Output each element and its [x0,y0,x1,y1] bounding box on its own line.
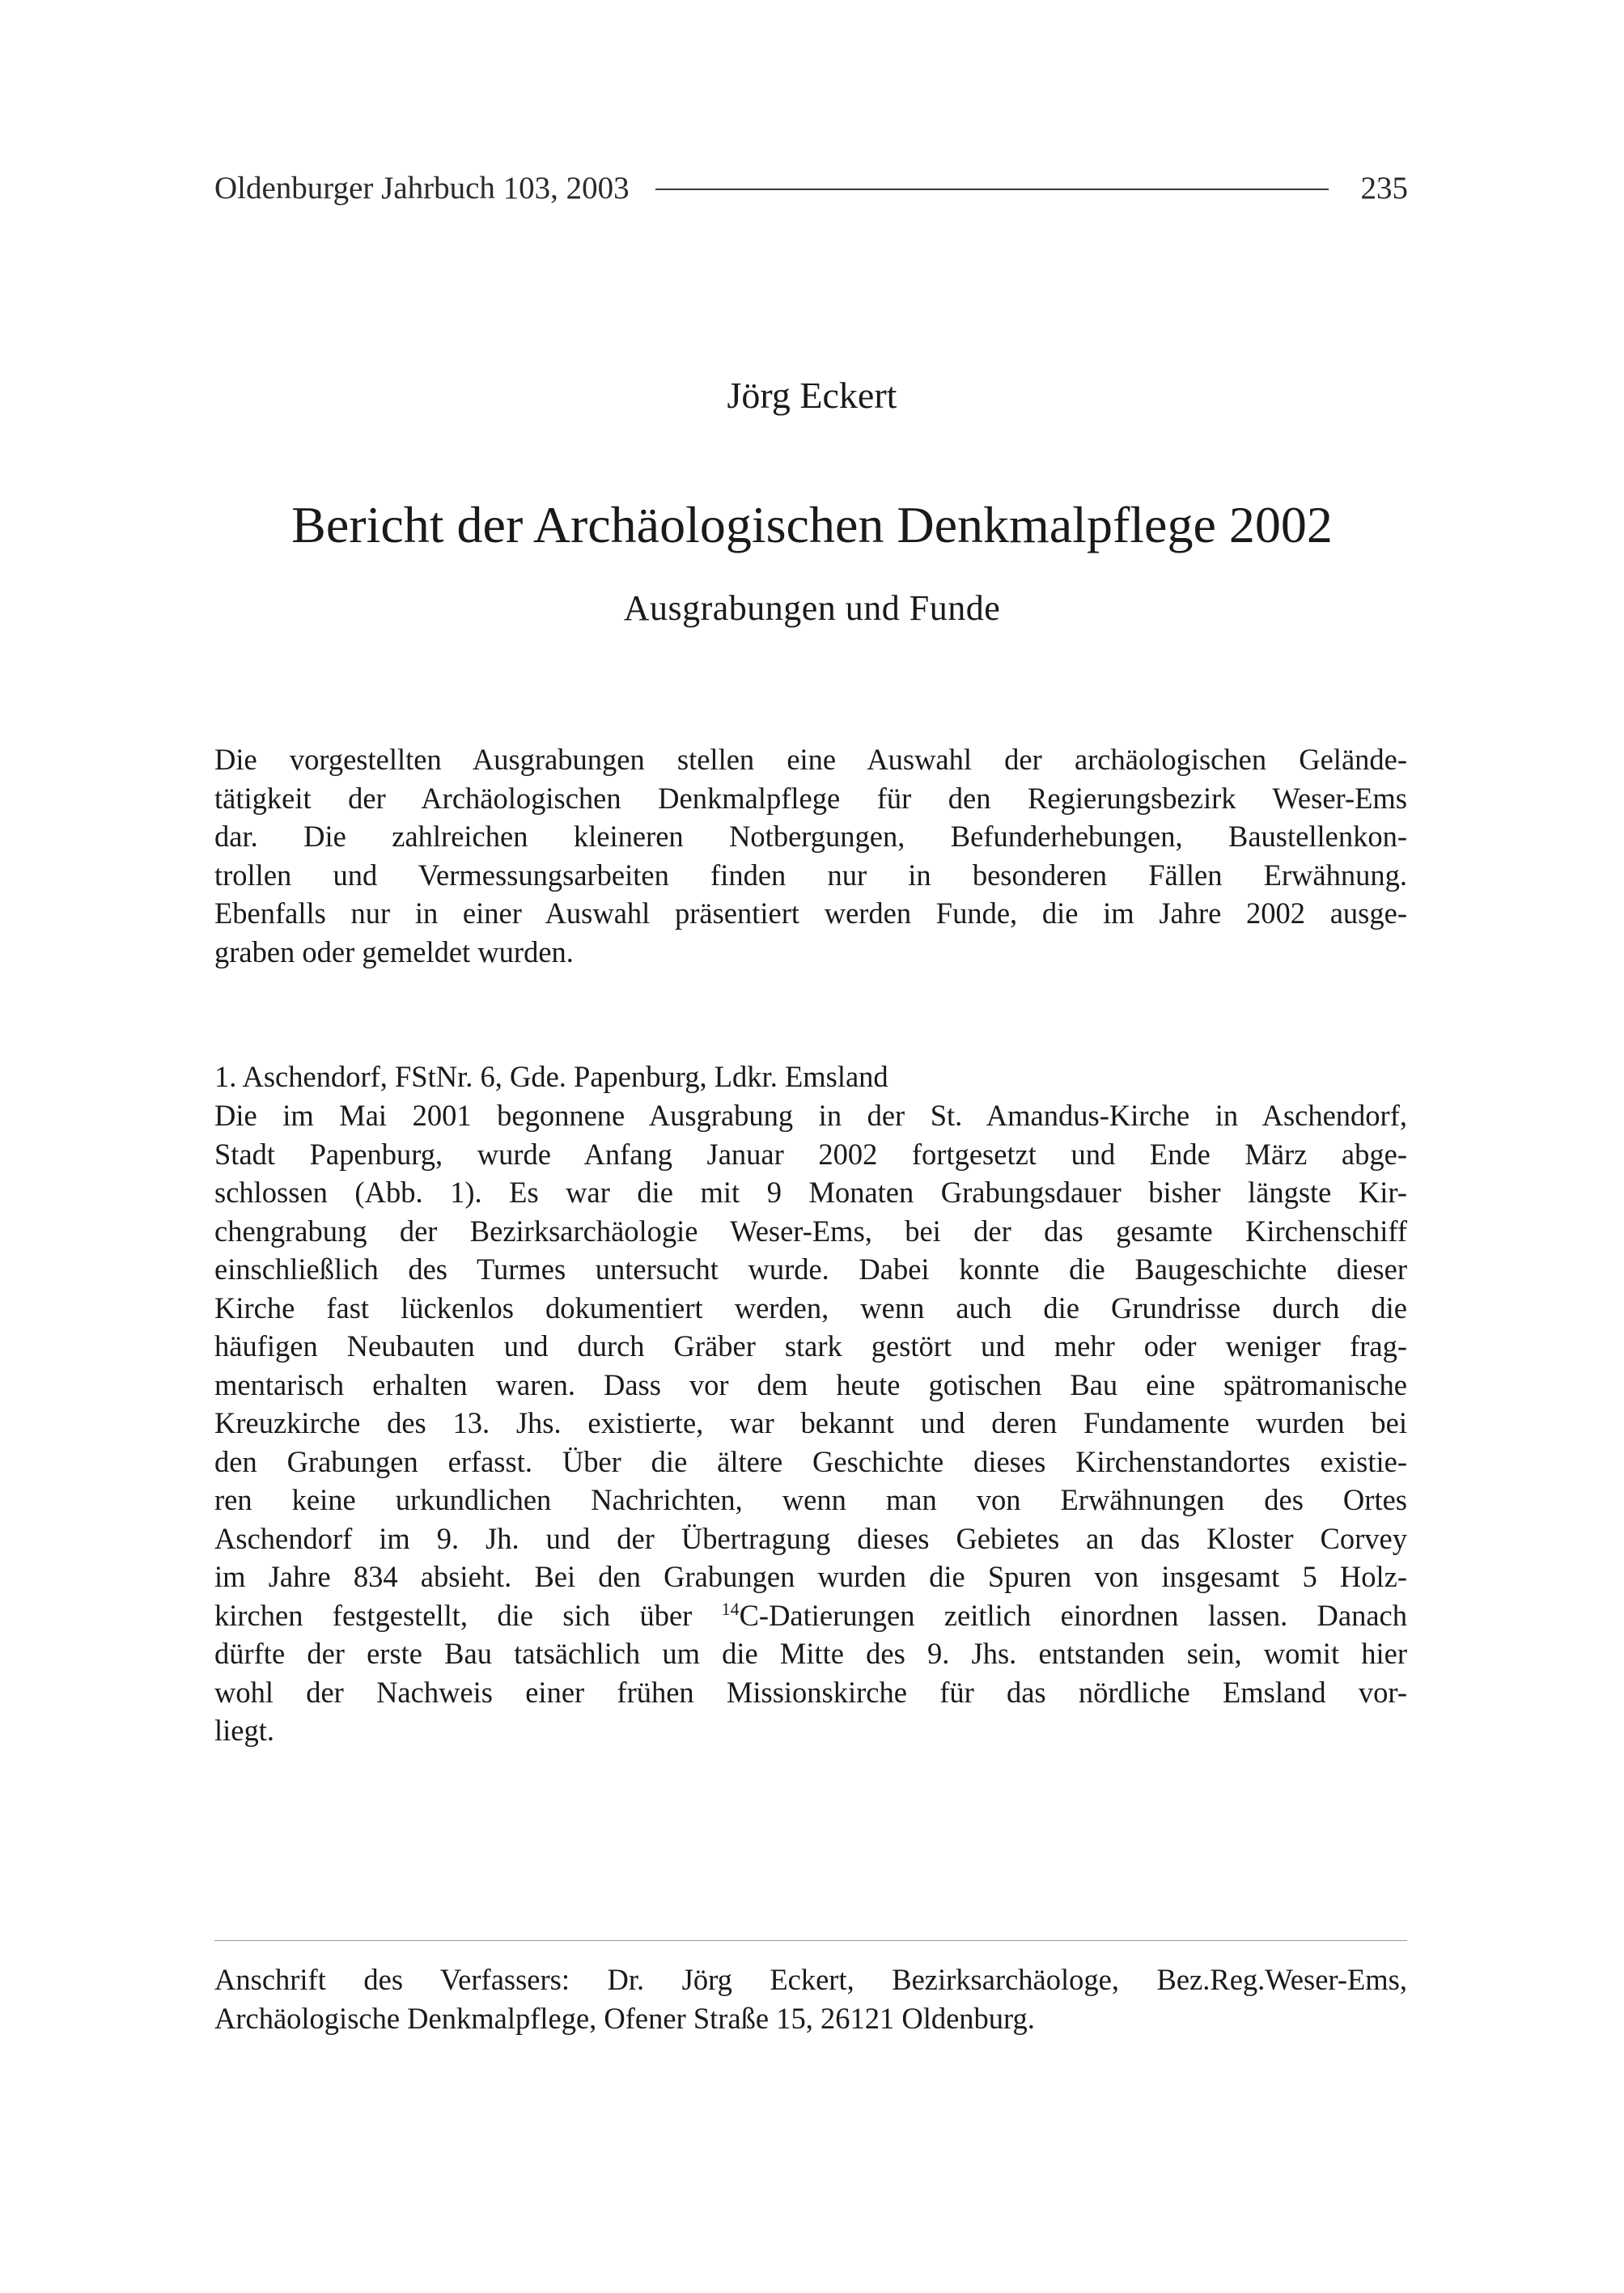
intro-line: Die vorgestellten Ausgrabungen stellen eine Auswahl der archäologischen Gelände- [214,743,1407,776]
body-line: wohl der Nachweis einer frühen Missionskirche für das nördliche Emsland vor- [214,1675,1407,1709]
body-line: Stadt Papenburg, wurde Anfang Januar 2002 fortgesetzt und Ende März abge- [214,1137,1407,1171]
body-line-c14 [214,1596,1407,1635]
intro-line: trollen und Vermessungsarbeiten finden nur in besonderen Fällen Erwähnung. [214,858,1407,892]
section-heading [214,1057,1407,1096]
intro-paragraph [214,740,1407,971]
body-line: liegt. [214,1714,274,1747]
running-header [214,167,1408,208]
intro-line: graben oder gemeldet wurden. [214,935,574,968]
page-number: 235 [1360,170,1408,206]
intro-line: dar. Die zahlreichen kleineren Notbergungen, Befunderhebungen, Baustellenkon- [214,820,1407,853]
body-line: schlossen (Abb. 1). Es war die mit 9 Monaten Grabungsdauer bisher längste Kir- [214,1176,1407,1209]
body-line: dürfte der erste Bau tatsächlich um die Mitte des 9. Jhs. entstanden sein, womit hier [214,1637,1407,1670]
body-line: Aschendorf im 9. Jh. und der Übertragung dieses Gebietes an das Kloster Corvey [214,1521,1407,1555]
header-rule [655,189,1329,190]
article-author: Jörg Eckert [727,375,897,416]
body-line: einschließlich des Turmes untersucht wurde. Dabei konnte die Baugeschichte dieser [214,1252,1407,1286]
author-address-footnote [214,1960,1407,2037]
body-line: Kreuzkirche des 13. Jhs. existierte, war bekannt und deren Fundamente wurden bei [214,1406,1407,1439]
body-line: mentarisch erhalten waren. Dass vor dem heute gotischen Bau eine spätromanische [214,1367,1407,1401]
article-subtitle: Ausgrabungen und Funde [623,588,1001,628]
journal-name: Oldenburger Jahrbuch 103, 2003 [214,170,630,206]
body-line: häufigen Neubauten und durch Gräber stark gestört und mehr oder weniger frag- [214,1329,1407,1363]
body-line: Die im Mai 2001 begonnene Ausgrabung in der St. Amandus-Kirche in Aschendorf, [214,1099,1407,1132]
intro-line: Ebenfalls nur in einer Auswahl präsentiert werden Funde, die im Jahre 2002 ausge- [214,896,1407,930]
body-line: den Grabungen erfasst. Über die ältere Geschichte dieses Kirchenstandortes existie- [214,1444,1407,1478]
c14-line-after: C-Datierungen zeitlich einordnen lassen. Danach [739,1598,1407,1632]
body-line: chengrabung der Bezirksarchäologie Weser-Ems, bei der das gesamte Kirchenschiff [214,1214,1407,1248]
body-line: ren keine urkundlichen Nachrichten, wenn man von Erwähnungen des Ortes [214,1483,1407,1516]
c14-superscript: 14 [721,1598,740,1619]
body-line: im Jahre 834 absieht. Bei den Grabungen wurden die Spuren von insgesamt 5 Holz- [214,1560,1407,1593]
footnote-line: Anschrift des Verfassers: Dr. Jörg Eckert, Bezirksarchäologe, Bez.Reg.Weser-Ems, [214,1963,1407,1996]
body-line: Kirche fast lückenlos dokumentiert werden, wenn auch die Grundrisse durch die [214,1291,1407,1325]
c14-line-before: kirchen festgestellt, die sich über [214,1598,722,1632]
section-body [214,1096,1407,1750]
footnote-line: Archäologische Denkmalpflege, Ofener Straße 15, 26121 Oldenburg. [214,2001,1035,2035]
footnote-rule [214,1940,1407,1941]
section-heading-text: 1. Aschendorf, FStNr. 6, Gde. Papenburg, Ldkr. Emsland [214,1060,888,1093]
intro-line: tätigkeit der Archäologischen Denkmalpflege für den Regierungsbezirk Weser-Ems [214,781,1407,815]
article-title: Bericht der Archäologischen Denkmalpflege 2002 [291,496,1333,553]
